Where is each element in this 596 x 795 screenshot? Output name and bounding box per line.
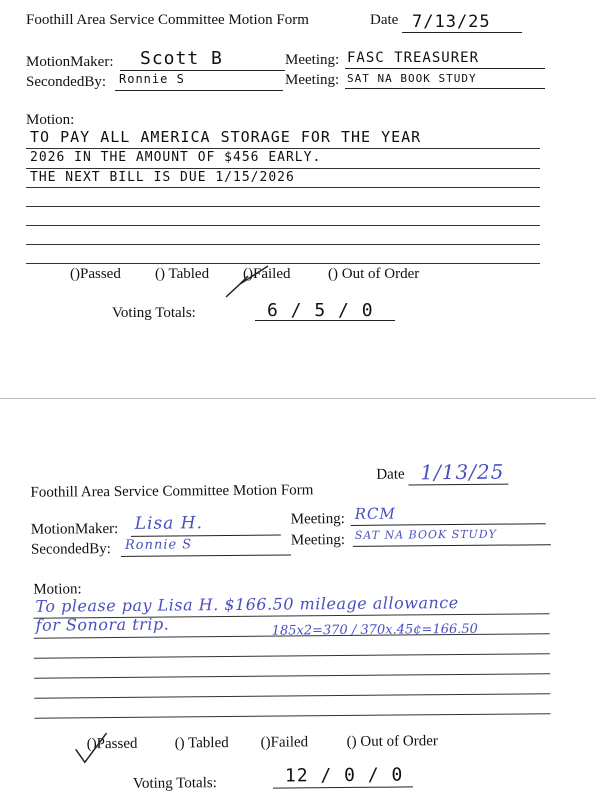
voting-totals-value: 12 / 0 / 0 [284, 764, 404, 787]
option-failed[interactable]: ()Failed [243, 266, 291, 282]
meeting-field-1[interactable] [351, 505, 546, 526]
motion-line [26, 244, 540, 245]
motion-line [26, 263, 540, 264]
motion-maker-field[interactable] [131, 515, 281, 537]
date-value: 7/13/25 [412, 12, 491, 32]
option-tabled[interactable]: () Tabled [155, 266, 210, 282]
motion-calculation: 185x2=370 / 370x.45¢=166.50 [271, 621, 478, 639]
voting-totals-label: Voting Totals: [132, 775, 217, 792]
motion-line [26, 168, 540, 169]
motion-label: Motion: [33, 581, 82, 598]
motion-line [34, 693, 550, 699]
voting-totals-label: Voting Totals: [112, 305, 196, 321]
seconded-by-value: Ronnie S [119, 72, 185, 86]
motion-label: Motion: [26, 112, 75, 128]
meeting-field-2[interactable] [353, 526, 551, 547]
voting-totals-field[interactable] [255, 300, 395, 321]
meeting-label-1: Meeting: [285, 52, 340, 68]
date-field[interactable] [402, 12, 522, 33]
motion-maker-value: Lisa H. [134, 513, 204, 534]
voting-totals-field[interactable] [273, 766, 413, 788]
motion-text-line: 2026 IN THE AMOUNT OF $456 EARLY. [30, 150, 322, 165]
option-passed[interactable]: ()Passed [70, 266, 121, 282]
motion-line [34, 653, 550, 659]
motion-line [26, 187, 540, 188]
meeting-field-1[interactable] [345, 50, 545, 69]
meeting-label-2: Meeting: [290, 531, 346, 549]
motion-form-1 [0, 0, 596, 395]
motion-line [26, 225, 540, 226]
checkmark-icon [73, 729, 113, 769]
motion-maker-value: Scott B [140, 48, 223, 69]
date-label: Date [376, 466, 405, 483]
meeting-value-1: RCM [354, 504, 396, 523]
seconded-by-label: SecondedBy: [26, 74, 106, 90]
option-tabled[interactable]: () Tabled [174, 735, 229, 752]
form-title: Foothill Area Service Committee Motion Form [30, 482, 314, 501]
meeting-label-1: Meeting: [290, 510, 345, 528]
meeting-field-2[interactable] [345, 70, 545, 89]
date-value: 1/13/25 [420, 459, 505, 485]
meeting-value-2: SAT NA BOOK STUDY [347, 72, 477, 85]
motion-text-line: THE NEXT BILL IS DUE 1/15/2026 [30, 170, 295, 185]
meeting-label-2: Meeting: [285, 72, 340, 88]
meeting-value-2: SAT NA BOOK STUDY [354, 527, 497, 542]
option-passed[interactable]: ()Passed [86, 735, 138, 753]
motion-line [26, 206, 540, 207]
motion-maker-label: MotionMaker: [30, 520, 119, 538]
motion-text-line: To please pay Lisa H. $166.50 mileage allowance [35, 593, 459, 616]
option-out-of-order[interactable]: () Out of Order [328, 266, 420, 282]
page-separator [0, 398, 596, 399]
motion-text-line: TO PAY ALL AMERICA STORAGE FOR THE YEAR [30, 128, 422, 146]
voting-totals-value: 6 / 5 / 0 [267, 300, 374, 321]
motion-form-2 [0, 435, 596, 795]
checkmark-icon [210, 260, 270, 300]
motion-maker-field[interactable] [120, 50, 285, 71]
motion-line [34, 713, 550, 719]
motion-maker-label: MotionMaker: [26, 54, 114, 70]
option-out-of-order[interactable]: () Out of Order [346, 733, 438, 750]
seconded-by-field[interactable] [115, 72, 283, 91]
motion-text-line: for Sonora trip. [35, 614, 170, 635]
motion-line [34, 673, 550, 679]
option-failed[interactable]: ()Failed [260, 734, 309, 751]
date-label: Date [370, 12, 399, 28]
seconded-by-label: SecondedBy: [30, 541, 112, 558]
motion-line [26, 148, 540, 149]
date-field[interactable] [408, 459, 508, 486]
form-title: Foothill Area Service Committee Motion Form [26, 12, 309, 28]
seconded-by-field[interactable] [121, 536, 291, 556]
meeting-value-1: FASC TREASURER [347, 50, 480, 66]
seconded-by-value: Ronnie S [124, 537, 193, 553]
